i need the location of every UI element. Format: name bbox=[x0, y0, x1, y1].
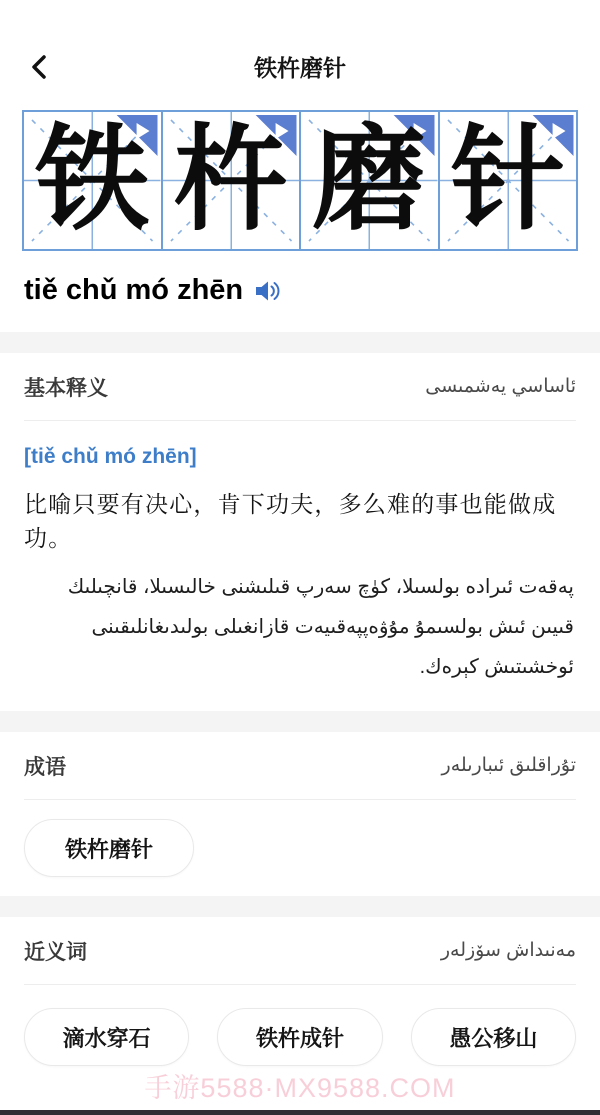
section-separator bbox=[0, 711, 600, 732]
pinyin-row bbox=[24, 274, 600, 307]
definition-chinese: 比喻只要有决心，肯下功夫，多么难的事也能做成功。 bbox=[24, 491, 557, 551]
pinyin-bracket: [tiě chǔ mó zhēn] bbox=[24, 445, 197, 468]
hanzi-character: 杵 bbox=[173, 116, 288, 244]
char-cell[interactable] bbox=[161, 112, 300, 249]
character-practice-grid bbox=[22, 110, 578, 251]
divider bbox=[24, 799, 576, 800]
synonym-pill[interactable]: 铁杵成针 bbox=[217, 1008, 382, 1066]
hanzi-character: 磨 bbox=[312, 116, 427, 244]
header bbox=[0, 48, 600, 88]
synonym-pill[interactable]: 愚公移山 bbox=[411, 1008, 576, 1066]
section-separator bbox=[0, 332, 600, 353]
section-title-zh: 基本释义 bbox=[24, 376, 108, 400]
definition-uyghur: پەقەت ئىراده بولسىلا، كۈچ سەرپ قىلىشنى خالىسىلا، قانچىلىك قىيىن ئىش بولسىمۇ مۇۋەپپەقىيەت قازانغىلى بولىدىغانلىقىنى ئوخشىتىش كېرەك. bbox=[67, 576, 574, 678]
section-separator bbox=[0, 896, 600, 917]
back-button[interactable] bbox=[24, 51, 54, 83]
speaker-icon bbox=[253, 278, 280, 304]
char-cell[interactable] bbox=[438, 112, 577, 249]
divider bbox=[24, 984, 576, 985]
section-title-uyghur: ئاساسي يەشمىسى bbox=[425, 376, 576, 397]
char-cell[interactable] bbox=[299, 112, 438, 249]
divider bbox=[24, 420, 576, 421]
section-title-uyghur: مەنىداش سۆزلەر bbox=[440, 940, 576, 961]
synonym-pill-row bbox=[24, 1008, 576, 1066]
page-title: 铁杵磨针 bbox=[254, 55, 346, 81]
synonym-pill[interactable]: 滴水穿石 bbox=[24, 1008, 189, 1066]
chevron-left-icon bbox=[29, 53, 49, 81]
section-title-uyghur: تۇراقلىق ئىبارىلەر bbox=[441, 755, 576, 776]
idiom-pill[interactable]: 铁杵磨针 bbox=[24, 819, 194, 877]
hanzi-character: 铁 bbox=[35, 116, 150, 244]
pinyin-text: tiě chǔ mó zhēn bbox=[24, 274, 244, 306]
section-title-zh: 近义词 bbox=[24, 940, 87, 964]
section-header-synonyms bbox=[0, 927, 600, 974]
hanzi-character: 针 bbox=[450, 116, 565, 244]
watermark-text: 手游5588·MX9588.COM bbox=[144, 1073, 456, 1103]
char-cell[interactable] bbox=[24, 112, 161, 249]
bottom-edge-bar bbox=[0, 1110, 600, 1115]
section-header-basic bbox=[0, 363, 600, 410]
pronounce-button[interactable] bbox=[253, 278, 280, 304]
section-title-zh: 成语 bbox=[24, 755, 66, 779]
section-header-idiom bbox=[0, 742, 600, 789]
